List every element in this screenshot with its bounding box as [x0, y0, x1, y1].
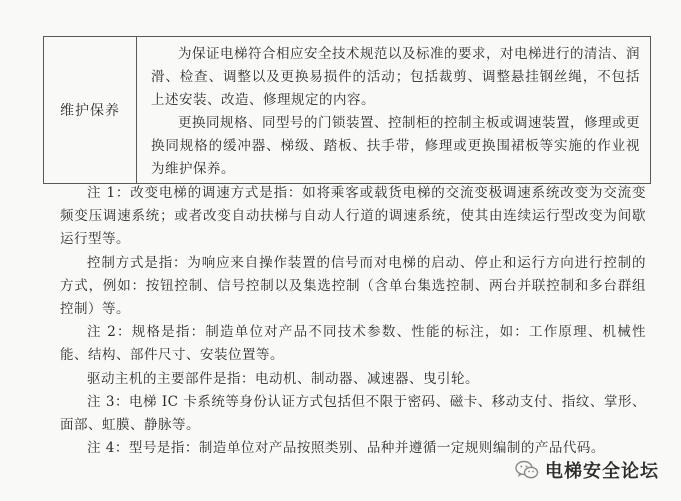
note-paragraph: 控制方式是指：为响应来自操作装置的信号而对电梯的启动、停止和运行方向进行控制的方式，例如：按钮控制、信号控制以及集选控制（含单台集选控制、两台并联控制和多台群组控制）等。 — [60, 254, 646, 318]
definition-table — [43, 36, 651, 184]
note-paragraph: 注 4：型号是指：制造单位对产品按照类别、品种并遵循一定规则编制的产品代码。 — [87, 440, 605, 457]
note-paragraph: 驱动主机的主要部件是指：电动机、制动器、减速器、曳引轮。 — [87, 370, 479, 387]
notes-section — [60, 182, 646, 460]
wechat-icon — [515, 460, 539, 480]
term-cell — [44, 37, 137, 183]
note-paragraph: 注 3：电梯 IC 卡系统等身份认证方式包括但不限于密码、磁卡、移动支付、指纹、掌形、面部、虹膜、静脉等。 — [60, 393, 646, 434]
definition-paragraph: 为保证电梯符合相应安全技术规范以及标准的要求，对电梯进行的清洁、润滑、检查、调整以及更换易损件的活动；包括裁剪、调整悬挂钢丝绳，不包括上述安装、改造、修理规定的内容。 — [151, 46, 640, 108]
definition-paragraph: 更换同规格、同型号的门锁装置、控制柜的控制主板或调速装置，修理或更换同规格的缓冲器、梯级、踏板、扶手带，修理或更换围裙板等实施的作业视为维护保养。 — [151, 115, 640, 177]
note-paragraph: 注 1：改变电梯的调速方式是指：如将乘客或载货电梯的交流变极调速系统改变为交流变频变压调速系统；或者改变自动扶梯与自动人行道的调速系统，使其由连续运行型改变为间歇运行型等。 — [60, 185, 646, 248]
term-label: 维护保养 — [60, 103, 120, 119]
watermark — [515, 457, 659, 483]
note-paragraph: 注 2：规格是指：制造单位对产品不同技术参数、性能的标注，如：工作原理、机械性能、结构、部件尺寸、安装位置等。 — [60, 324, 646, 364]
watermark-text: 电梯安全论坛 — [545, 461, 659, 482]
definition-cell — [137, 37, 650, 183]
